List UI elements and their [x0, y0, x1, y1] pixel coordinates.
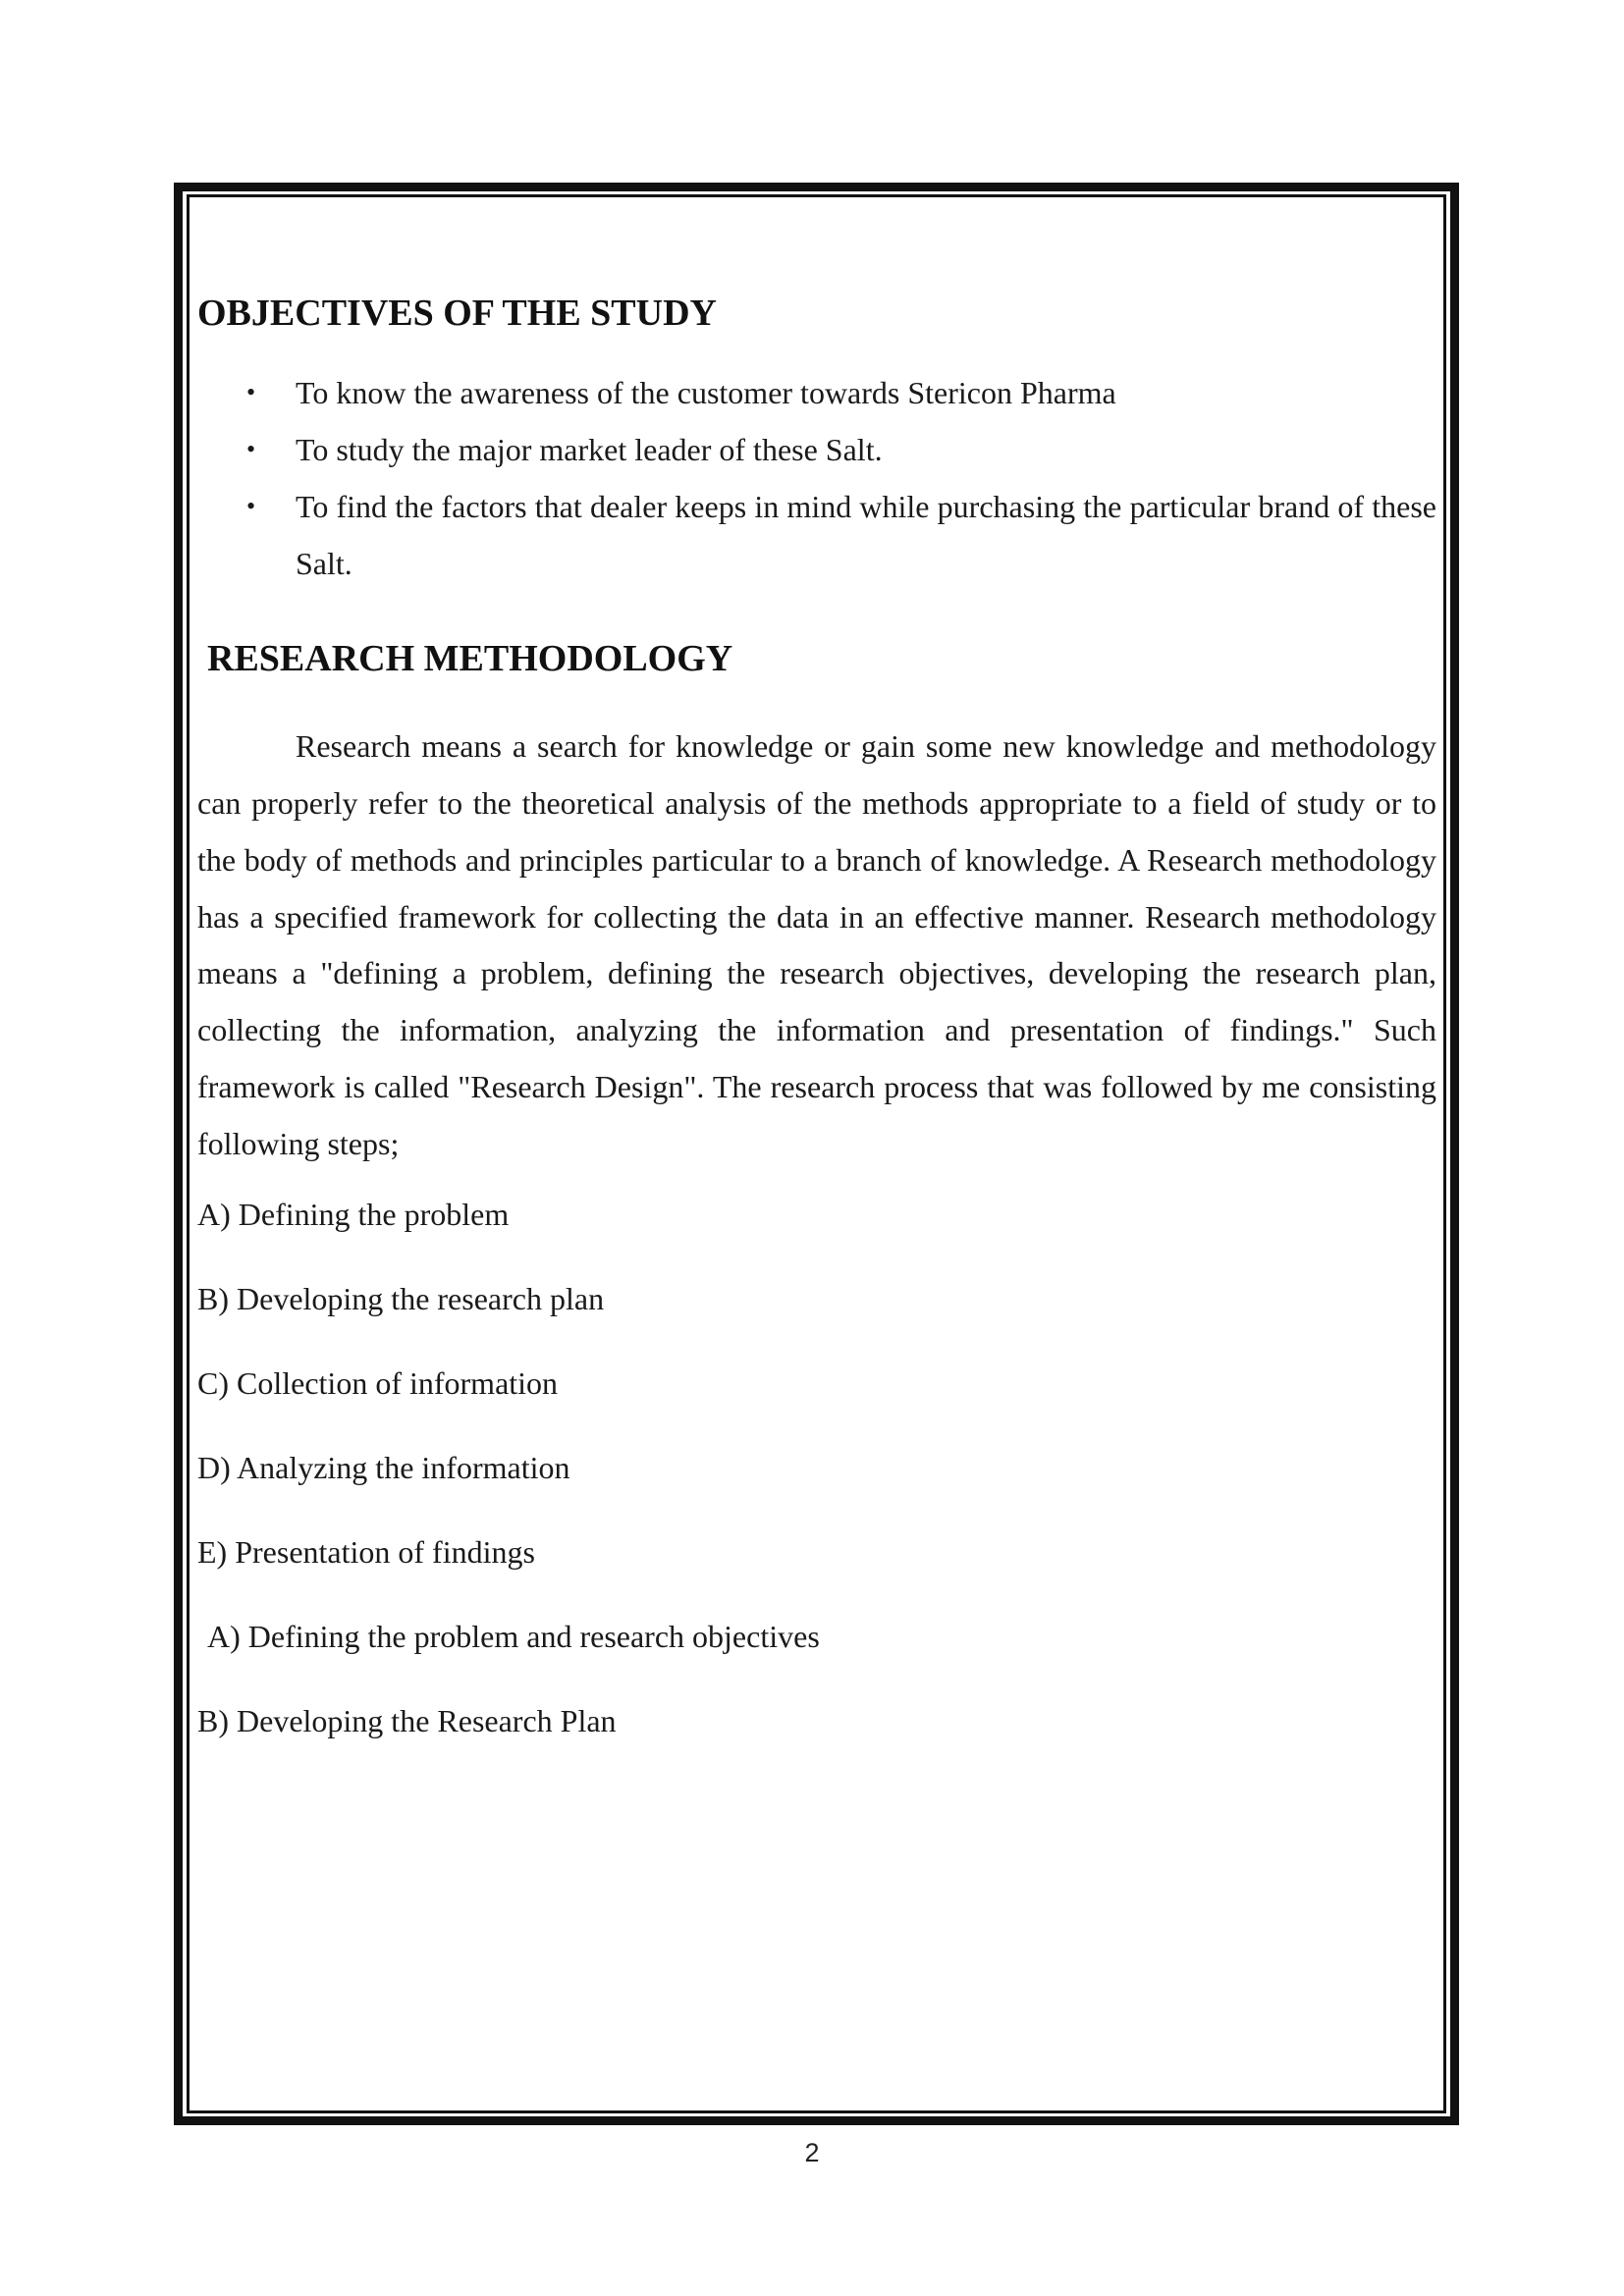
bullet-icon: •	[246, 434, 256, 463]
objectives-heading: OBJECTIVES OF THE STUDY	[197, 293, 717, 334]
step-item: B) Developing the Research Plan	[197, 1702, 617, 1738]
objective-text: To know the awareness of the customer towards Stericon Pharma	[296, 374, 1116, 410]
methodology-heading: RESEARCH METHODOLOGY	[207, 637, 733, 679]
step-item: B) Developing the research plan	[197, 1280, 605, 1316]
objective-text: To find the factors that dealer keeps in mind while purchasing the particular brand of these Salt.	[296, 488, 1436, 581]
step-item: D) Analyzing the information	[197, 1449, 570, 1485]
step-item: A) Defining the problem	[197, 1196, 510, 1232]
step-item: E) Presentation of findings	[197, 1533, 535, 1570]
bullet-icon: •	[246, 377, 256, 406]
step-item: C) Collection of information	[197, 1364, 559, 1401]
objectives-list	[197, 364, 1436, 592]
step-item: A) Defining the problem and research objectives	[207, 1618, 820, 1654]
methodology-paragraph: Research means a search for knowledge or gain some new knowledge and methodology can properly refer to the theoretical analysis of the methods appropriate to a field of study or to the body of methods and principles particular to a branch of knowledge. A Research methodology has a specified framework for collecting the data in an effective manner. Research methodology means a "defining a problem, defining the research objectives, developing the research plan, collecting the information, analyzing the information and presentation of findings." Such framework is called "Research Design". The research process that was followed by me consisting following steps;	[197, 728, 1436, 1161]
page-content	[197, 275, 1436, 1786]
page-number: 2	[804, 2138, 820, 2167]
objective-item	[197, 421, 1436, 478]
objective-item	[197, 364, 1436, 421]
objective-item	[197, 478, 1436, 592]
bullet-icon: •	[246, 491, 256, 520]
steps-list	[197, 1195, 1436, 1740]
objective-text: To study the major market leader of these Salt.	[296, 431, 883, 467]
